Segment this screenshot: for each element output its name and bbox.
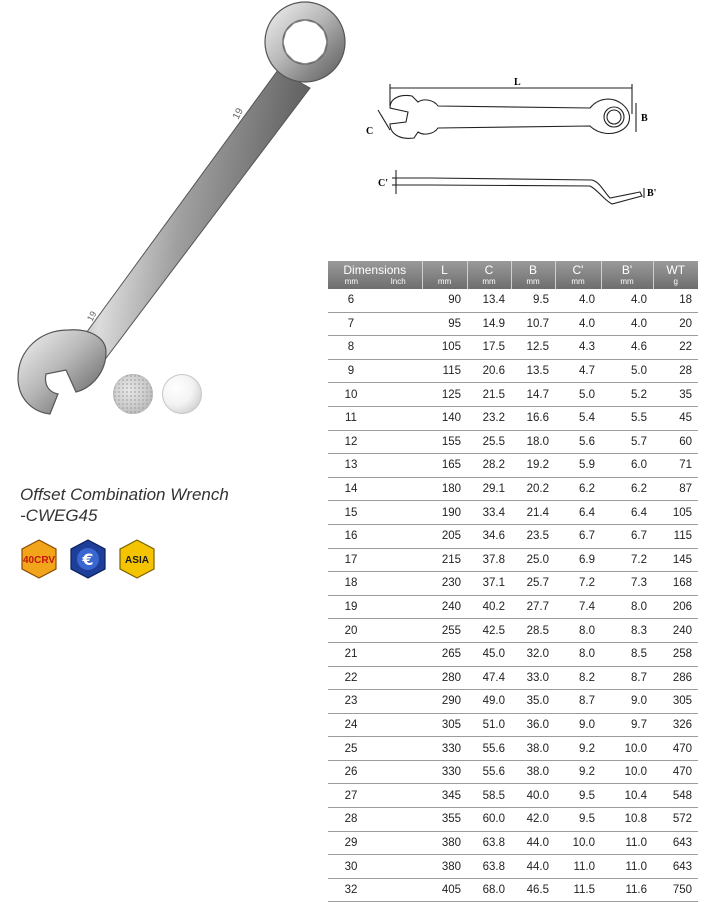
- cell-c-prime: 5.0: [555, 383, 601, 407]
- cell-b-prime: 10.4: [601, 784, 653, 808]
- cell-wt: 258: [653, 642, 698, 666]
- wrench-photo: [10, 0, 350, 420]
- cell-b: 16.6: [511, 406, 555, 430]
- cell-l: 380: [422, 855, 467, 879]
- cell-inch: [374, 595, 422, 619]
- cell-b-prime: 11.0: [601, 831, 653, 855]
- table-row: [328, 831, 698, 855]
- cell-wt: 326: [653, 713, 698, 737]
- cell-wt: 240: [653, 619, 698, 643]
- dim-label-L: L: [514, 77, 521, 88]
- cell-inch: [374, 831, 422, 855]
- cell-l: 280: [422, 666, 467, 690]
- cell-mm: 13: [328, 454, 374, 478]
- cell-l: 345: [422, 784, 467, 808]
- cell-c-prime: 9.0: [555, 713, 601, 737]
- header-mm: mm: [344, 277, 359, 286]
- cell-mm: 16: [328, 524, 374, 548]
- cell-c-prime: 6.2: [555, 477, 601, 501]
- cell-b: 21.4: [511, 501, 555, 525]
- table-row: [328, 454, 698, 478]
- cell-inch: [374, 878, 422, 902]
- cell-c: 49.0: [467, 690, 511, 714]
- cell-c: 63.8: [467, 831, 511, 855]
- cell-c: 21.5: [467, 383, 511, 407]
- cell-b: 28.5: [511, 619, 555, 643]
- cell-b-prime: 7.2: [601, 548, 653, 572]
- cell-c-prime: 9.2: [555, 760, 601, 784]
- cell-c: 47.4: [467, 666, 511, 690]
- svg-text:€: €: [82, 550, 94, 569]
- cell-mm: 30: [328, 855, 374, 879]
- certification-badges: [18, 538, 158, 580]
- cell-l: 380: [422, 831, 467, 855]
- table-row: [328, 312, 698, 336]
- cell-b-prime: 8.7: [601, 666, 653, 690]
- cell-b: 19.2: [511, 454, 555, 478]
- table-row: [328, 784, 698, 808]
- cell-b: 27.7: [511, 595, 555, 619]
- cell-b: 13.5: [511, 359, 555, 383]
- cell-b-prime: 6.0: [601, 454, 653, 478]
- cell-b: 20.2: [511, 477, 555, 501]
- cell-c-prime: 9.5: [555, 808, 601, 832]
- cell-c: 23.2: [467, 406, 511, 430]
- cell-b: 33.0: [511, 666, 555, 690]
- dim-label-B-prime: B': [647, 188, 657, 199]
- cell-wt: 548: [653, 784, 698, 808]
- cell-mm: 21: [328, 642, 374, 666]
- spec-table-header: [328, 261, 698, 289]
- cell-inch: [374, 713, 422, 737]
- cell-c-prime: 8.7: [555, 690, 601, 714]
- cell-c-prime: 4.0: [555, 312, 601, 336]
- cell-b-prime: 10.8: [601, 808, 653, 832]
- cell-wt: 286: [653, 666, 698, 690]
- cell-c-prime: 11.0: [555, 855, 601, 879]
- cell-l: 355: [422, 808, 467, 832]
- cell-l: 190: [422, 501, 467, 525]
- cell-inch: [374, 737, 422, 761]
- cell-mm: 22: [328, 666, 374, 690]
- cell-b: 14.7: [511, 383, 555, 407]
- cell-inch: [374, 477, 422, 501]
- cell-mm: 12: [328, 430, 374, 454]
- spec-table-body: [328, 289, 698, 902]
- cell-l: 180: [422, 477, 467, 501]
- spec-table: [328, 261, 698, 902]
- cell-l: 90: [422, 289, 467, 312]
- cell-l: 240: [422, 595, 467, 619]
- cell-mm: 26: [328, 760, 374, 784]
- cell-inch: [374, 642, 422, 666]
- cell-b: 42.0: [511, 808, 555, 832]
- cell-b-prime: 4.6: [601, 336, 653, 360]
- cell-b: 32.0: [511, 642, 555, 666]
- cell-b: 25.0: [511, 548, 555, 572]
- cell-c: 58.5: [467, 784, 511, 808]
- cell-c: 40.2: [467, 595, 511, 619]
- cell-b: 12.5: [511, 336, 555, 360]
- cell-c-prime: 6.4: [555, 501, 601, 525]
- cell-c: 25.5: [467, 430, 511, 454]
- cell-b: 9.5: [511, 289, 555, 312]
- cell-b: 23.5: [511, 524, 555, 548]
- cell-l: 230: [422, 572, 467, 596]
- asia-badge-icon: [120, 540, 154, 578]
- cell-c-prime: 7.2: [555, 572, 601, 596]
- table-row: [328, 690, 698, 714]
- table-row: [328, 572, 698, 596]
- cell-mm: 28: [328, 808, 374, 832]
- table-row: [328, 713, 698, 737]
- 40crv-badge-icon: [22, 540, 56, 578]
- header-WT: WT g: [653, 261, 698, 289]
- cell-wt: 305: [653, 690, 698, 714]
- cell-wt: 470: [653, 737, 698, 761]
- cell-b-prime: 6.2: [601, 477, 653, 501]
- cell-b-prime: 8.0: [601, 595, 653, 619]
- cell-b: 38.0: [511, 737, 555, 761]
- dim-label-B: B: [641, 113, 648, 124]
- cell-c-prime: 10.0: [555, 831, 601, 855]
- cell-c: 29.1: [467, 477, 511, 501]
- cell-wt: 168: [653, 572, 698, 596]
- cell-b-prime: 4.0: [601, 289, 653, 312]
- table-row: [328, 501, 698, 525]
- cell-mm: 7: [328, 312, 374, 336]
- cell-wt: 60: [653, 430, 698, 454]
- cell-c-prime: 6.7: [555, 524, 601, 548]
- cell-b-prime: 6.7: [601, 524, 653, 548]
- table-row: [328, 406, 698, 430]
- cell-mm: 15: [328, 501, 374, 525]
- cell-b-prime: 8.3: [601, 619, 653, 643]
- cell-l: 405: [422, 878, 467, 902]
- cell-b-prime: 5.5: [601, 406, 653, 430]
- cell-c: 17.5: [467, 336, 511, 360]
- cell-c: 37.8: [467, 548, 511, 572]
- table-row: [328, 855, 698, 879]
- cell-c-prime: 4.3: [555, 336, 601, 360]
- table-row: [328, 383, 698, 407]
- cell-b: 10.7: [511, 312, 555, 336]
- table-row: [328, 359, 698, 383]
- cell-mm: 19: [328, 595, 374, 619]
- svg-text:19: 19: [230, 106, 246, 122]
- cell-wt: 45: [653, 406, 698, 430]
- cell-b: 44.0: [511, 855, 555, 879]
- table-row: [328, 524, 698, 548]
- euro-badge-icon: [71, 540, 105, 578]
- cell-l: 140: [422, 406, 467, 430]
- cell-l: 265: [422, 642, 467, 666]
- header-dimensions: Dimensions mm Inch: [328, 261, 422, 289]
- table-row: [328, 548, 698, 572]
- product-title: [20, 484, 229, 526]
- cell-wt: 28: [653, 359, 698, 383]
- cell-l: 95: [422, 312, 467, 336]
- cell-b-prime: 8.5: [601, 642, 653, 666]
- cell-c: 34.6: [467, 524, 511, 548]
- cell-inch: [374, 572, 422, 596]
- cell-b-prime: 11.6: [601, 878, 653, 902]
- cell-c: 13.4: [467, 289, 511, 312]
- cell-b-prime: 10.0: [601, 760, 653, 784]
- cell-wt: 87: [653, 477, 698, 501]
- cell-inch: [374, 430, 422, 454]
- cell-b: 18.0: [511, 430, 555, 454]
- cell-b: 46.5: [511, 878, 555, 902]
- cell-c-prime: 5.4: [555, 406, 601, 430]
- cell-wt: 643: [653, 831, 698, 855]
- cell-b-prime: 5.7: [601, 430, 653, 454]
- cell-inch: [374, 548, 422, 572]
- cell-c-prime: 9.2: [555, 737, 601, 761]
- cell-inch: [374, 336, 422, 360]
- cell-mm: 9: [328, 359, 374, 383]
- cell-wt: 105: [653, 501, 698, 525]
- cell-inch: [374, 383, 422, 407]
- cell-l: 115: [422, 359, 467, 383]
- cell-inch: [374, 406, 422, 430]
- cell-wt: 643: [653, 855, 698, 879]
- cell-inch: [374, 808, 422, 832]
- cell-mm: 23: [328, 690, 374, 714]
- cell-c: 42.5: [467, 619, 511, 643]
- cell-mm: 6: [328, 289, 374, 312]
- cell-l: 330: [422, 737, 467, 761]
- cell-b: 40.0: [511, 784, 555, 808]
- table-row: [328, 336, 698, 360]
- table-row: [328, 477, 698, 501]
- table-row: [328, 430, 698, 454]
- cell-c-prime: 9.5: [555, 784, 601, 808]
- cell-c-prime: 11.5: [555, 878, 601, 902]
- cell-b-prime: 9.7: [601, 713, 653, 737]
- cell-c-prime: 4.7: [555, 359, 601, 383]
- cell-wt: 750: [653, 878, 698, 902]
- product-title-line2: -CWEG45: [20, 506, 98, 525]
- cell-b: 25.7: [511, 572, 555, 596]
- cell-wt: 470: [653, 760, 698, 784]
- cell-l: 305: [422, 713, 467, 737]
- cell-c: 20.6: [467, 359, 511, 383]
- cell-c-prime: 6.9: [555, 548, 601, 572]
- cell-c-prime: 7.4: [555, 595, 601, 619]
- cell-c-prime: 8.0: [555, 642, 601, 666]
- cell-b-prime: 11.0: [601, 855, 653, 879]
- cell-l: 155: [422, 430, 467, 454]
- cell-l: 125: [422, 383, 467, 407]
- table-row: [328, 808, 698, 832]
- table-row: [328, 737, 698, 761]
- cell-mm: 32: [328, 878, 374, 902]
- cell-c: 60.0: [467, 808, 511, 832]
- table-row: [328, 289, 698, 312]
- polished-finish-swatch: [162, 374, 202, 414]
- cell-b-prime: 6.4: [601, 501, 653, 525]
- cell-b: 36.0: [511, 713, 555, 737]
- table-row: [328, 619, 698, 643]
- cell-wt: 572: [653, 808, 698, 832]
- cell-c: 55.6: [467, 760, 511, 784]
- cell-l: 330: [422, 760, 467, 784]
- cell-l: 105: [422, 336, 467, 360]
- cell-b-prime: 10.0: [601, 737, 653, 761]
- cell-c: 51.0: [467, 713, 511, 737]
- cell-wt: 18: [653, 289, 698, 312]
- header-C: C mm: [467, 261, 511, 289]
- svg-text:40CRV: 40CRV: [22, 555, 56, 566]
- cell-wt: 22: [653, 336, 698, 360]
- cell-inch: [374, 760, 422, 784]
- svg-text:19: 19: [84, 309, 99, 323]
- cell-b: 44.0: [511, 831, 555, 855]
- header-B-prime: B' mm: [601, 261, 653, 289]
- cell-wt: 206: [653, 595, 698, 619]
- cell-inch: [374, 524, 422, 548]
- cell-c-prime: 4.0: [555, 289, 601, 312]
- cell-b-prime: 5.0: [601, 359, 653, 383]
- cell-inch: [374, 289, 422, 312]
- cell-b: 35.0: [511, 690, 555, 714]
- cell-b: 38.0: [511, 760, 555, 784]
- cell-b-prime: 9.0: [601, 690, 653, 714]
- table-row: [328, 595, 698, 619]
- cell-b-prime: 5.2: [601, 383, 653, 407]
- cell-inch: [374, 666, 422, 690]
- header-inch: Inch: [390, 277, 406, 286]
- cell-c-prime: 8.0: [555, 619, 601, 643]
- cell-inch: [374, 359, 422, 383]
- cell-mm: 18: [328, 572, 374, 596]
- cell-c: 45.0: [467, 642, 511, 666]
- cell-l: 205: [422, 524, 467, 548]
- cell-c-prime: 5.6: [555, 430, 601, 454]
- cell-mm: 10: [328, 383, 374, 407]
- cell-c: 63.8: [467, 855, 511, 879]
- cell-wt: 35: [653, 383, 698, 407]
- cell-c-prime: 8.2: [555, 666, 601, 690]
- cell-mm: 25: [328, 737, 374, 761]
- dim-label-C: C: [366, 126, 374, 137]
- cell-inch: [374, 690, 422, 714]
- cell-l: 215: [422, 548, 467, 572]
- header-L: L mm: [422, 261, 467, 289]
- cell-c-prime: 5.9: [555, 454, 601, 478]
- table-row: [328, 666, 698, 690]
- table-row: [328, 878, 698, 902]
- dim-label-C-prime: C': [378, 178, 388, 189]
- cell-l: 165: [422, 454, 467, 478]
- cell-inch: [374, 312, 422, 336]
- cell-inch: [374, 501, 422, 525]
- cell-c: 55.6: [467, 737, 511, 761]
- cell-inch: [374, 454, 422, 478]
- satin-finish-swatch: [113, 374, 153, 414]
- cell-mm: 8: [328, 336, 374, 360]
- dimension-drawing: [360, 70, 670, 220]
- cell-l: 255: [422, 619, 467, 643]
- cell-mm: 27: [328, 784, 374, 808]
- cell-wt: 20: [653, 312, 698, 336]
- cell-c: 33.4: [467, 501, 511, 525]
- cell-mm: 14: [328, 477, 374, 501]
- cell-inch: [374, 784, 422, 808]
- table-row: [328, 760, 698, 784]
- cell-wt: 115: [653, 524, 698, 548]
- cell-mm: 29: [328, 831, 374, 855]
- cell-wt: 71: [653, 454, 698, 478]
- cell-c: 37.1: [467, 572, 511, 596]
- cell-l: 290: [422, 690, 467, 714]
- cell-c: 28.2: [467, 454, 511, 478]
- cell-b-prime: 4.0: [601, 312, 653, 336]
- svg-text:ASIA: ASIA: [125, 555, 149, 566]
- cell-c: 68.0: [467, 878, 511, 902]
- cell-inch: [374, 855, 422, 879]
- cell-mm: 20: [328, 619, 374, 643]
- cell-inch: [374, 619, 422, 643]
- table-row: [328, 642, 698, 666]
- header-C-prime: C' mm: [555, 261, 601, 289]
- cell-mm: 24: [328, 713, 374, 737]
- product-title-line1: Offset Combination Wrench: [20, 485, 229, 504]
- cell-b-prime: 7.3: [601, 572, 653, 596]
- cell-mm: 11: [328, 406, 374, 430]
- cell-c: 14.9: [467, 312, 511, 336]
- header-B: B mm: [511, 261, 555, 289]
- cell-wt: 145: [653, 548, 698, 572]
- cell-mm: 17: [328, 548, 374, 572]
